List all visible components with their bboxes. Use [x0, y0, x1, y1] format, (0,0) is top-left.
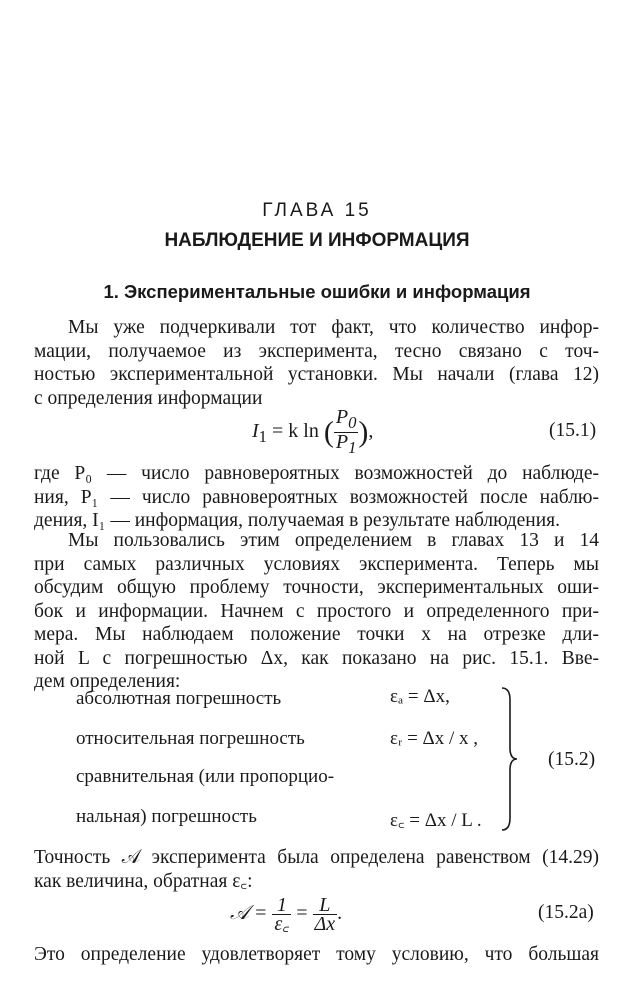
text-line: при самых различных условиях эксперимента. Теперь мы	[34, 553, 599, 575]
definition-formula: εᵣ = Δx / x ,	[390, 728, 479, 749]
text-line: ной L с погрешностью Δx, как показано на рис. 15.1. Вве-	[34, 647, 599, 669]
paragraph-3	[34, 529, 599, 694]
paragraph-4	[34, 846, 599, 893]
text-line: Мы уже подчеркивали тот факт, что количество инфор-	[68, 317, 599, 338]
eq-text: = k ln	[267, 420, 324, 443]
equation-number: (15.1)	[549, 420, 597, 441]
text-line: дем определения:	[34, 671, 181, 692]
paragraph-1	[34, 316, 599, 410]
eq-symbol: I	[252, 420, 259, 443]
eq-fraction: $\frac{1}{\varepsilon꜀}$	[274, 894, 290, 935]
equation-number: (15.2)	[548, 749, 596, 770]
eq-subscript: 1	[258, 427, 267, 447]
eq-text: .	[337, 902, 343, 925]
text-line: Точность 𝒜 эксперимента была определена равенством (14.29)	[34, 847, 599, 868]
eq-symbol: 𝒜 =	[230, 902, 273, 925]
paragraph-5	[34, 943, 599, 967]
definition-label: относительная погрешность	[76, 728, 305, 749]
equation-number: (15.2a)	[538, 902, 594, 923]
text-line: обсудим общую проблему точности, экспериментальных оши-	[34, 577, 599, 598]
definition-label: нальная) погрешность	[76, 806, 257, 827]
text-line: мера. Мы наблюдаем положение точки x на отрезке дли-	[34, 624, 599, 645]
eq-text: =	[291, 902, 313, 925]
paragraph-2	[34, 462, 599, 533]
chapter-number: ГЛАВА 15	[262, 200, 372, 221]
eq-text: ,	[368, 420, 374, 443]
definition-formula: ε꜀ = Δx / L .	[390, 810, 482, 831]
definition-label: абсолютная погрешность	[76, 688, 282, 709]
text-line: мации, получаемое из эксперимента, тесно связано с точ-	[34, 340, 599, 362]
chapter-title: НАБЛЮДЕНИЕ И ИНФОРМАЦИЯ	[164, 230, 470, 251]
definition-label: сравнительная (или пропорцио-	[76, 766, 335, 787]
eq-fraction: $\frac{P_0}{P_1}$	[335, 406, 357, 457]
text-line: дения, I₁ — информация, получаемая в результате наблюдения.	[34, 510, 560, 531]
definition-formula: εₐ = Δx,	[390, 686, 450, 707]
text-line: где P₀ — число равновероятных возможностей до наблюде-	[34, 463, 599, 484]
equation-15-2a	[230, 896, 342, 933]
equation-15-1: $I_1 = k$ ln ( $\frac{P_0}{P_1}$ ),	[252, 406, 374, 457]
text-line: с определения информации	[34, 387, 263, 409]
text-line: ния, P₁ — число равновероятных возможностей после наблю-	[34, 486, 599, 508]
section-heading: 1. Экспериментальные ошибки и информация	[103, 281, 531, 302]
eq-fraction: $\frac{L}{\Delta x}$	[314, 894, 336, 935]
right-brace	[500, 686, 518, 832]
text-line: Это определение удовлетворяет тому условию, что большая	[34, 944, 599, 965]
text-line: бок и информации. Начнем с простого и определенного при-	[34, 600, 599, 622]
text-line: Мы пользовались этим определением в главах 13 и 14	[68, 530, 599, 551]
text-line: ностью экспериментальной установки. Мы начали (глава 12)	[34, 364, 599, 385]
text-line: как величина, обратная ε꜀:	[34, 870, 253, 892]
